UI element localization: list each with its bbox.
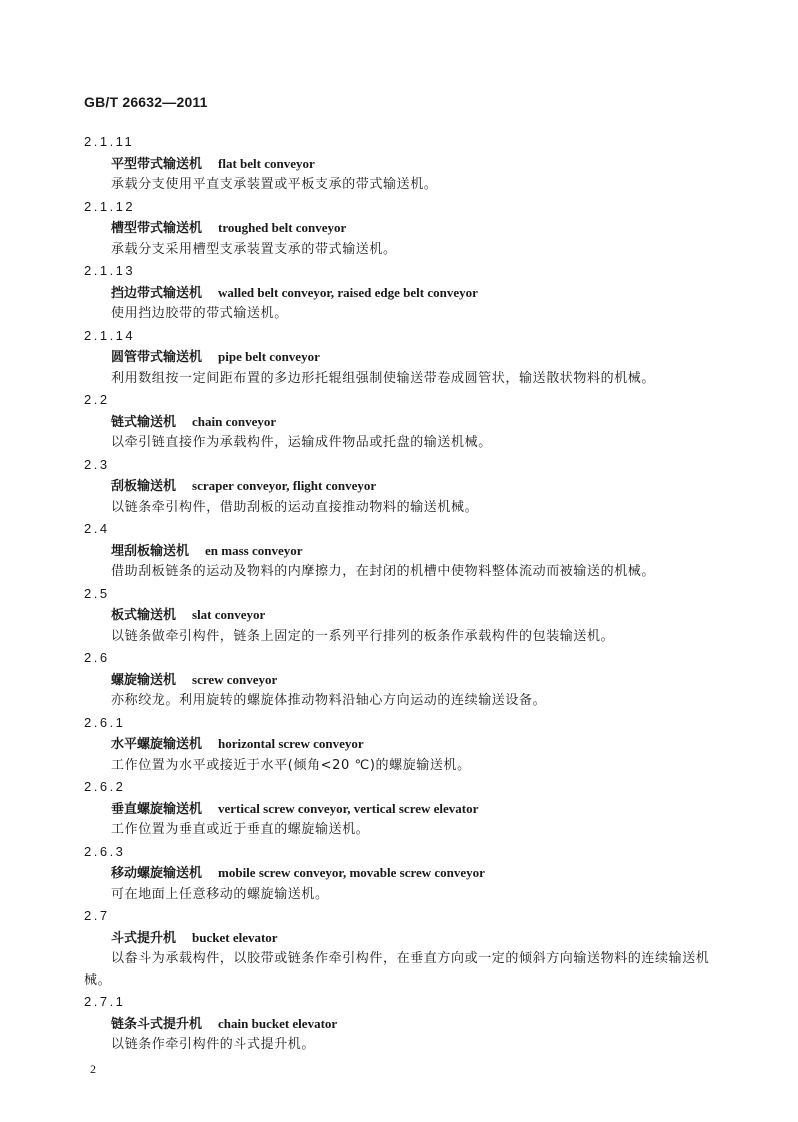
clause-number: 2.7.1 [84, 994, 126, 1009]
term-chinese: 螺旋输送机 [111, 672, 177, 688]
term-chinese: 板式输送机 [111, 608, 177, 623]
term-entries [84, 131, 714, 1056]
term-entry [84, 647, 714, 712]
term-english: horizontal screw conveyor [218, 736, 364, 751]
term-chinese: 埋刮板输送机 [111, 543, 190, 559]
term-line [84, 475, 714, 497]
term-line [84, 282, 714, 304]
term-definition: 借助刮板链条的运动及物料的内摩擦力，在封闭的机槽中使物料整体流动而被输送的机械。 [111, 564, 656, 579]
term-line [84, 862, 714, 884]
clause-number: 2.1.12 [84, 198, 136, 214]
term-definition: 承载分支使用平直支承装置或平板支承的带式输送机。 [111, 177, 438, 192]
term-english: walled belt conveyor, raised edge belt conveyor [218, 284, 478, 300]
clause-number: 2.1.14 [84, 327, 136, 343]
term-entry [84, 260, 714, 325]
clause-number: 2.6.2 [84, 779, 126, 794]
term-line [84, 669, 714, 691]
term-line [84, 346, 714, 368]
clause-number: 2.6.1 [84, 714, 126, 730]
term-entry [84, 518, 714, 583]
term-line [84, 153, 714, 175]
term-english: bucket elevator [192, 929, 278, 945]
clause-number: 2.1.11 [84, 134, 135, 149]
term-entry [84, 905, 714, 991]
term-definition: 承载分支采用槽型支承装置支承的带式输送机。 [111, 241, 397, 257]
term-chinese: 平型带式输送机 [111, 156, 203, 172]
term-entry [84, 776, 714, 841]
term-entry [84, 712, 714, 777]
term-entry [84, 991, 714, 1056]
term-definition: 可在地面上任意移动的螺旋输送机。 [111, 886, 329, 902]
term-definition: 以链条做牵引构件，链条上固定的一系列平行排列的板条作承载构件的包装输送机。 [111, 628, 615, 644]
term-definition: 利用数组按一定间距布置的多边形托辊组强制使输送带卷成圆管状，输送散状物料的机械。 [111, 370, 656, 386]
term-english: mobile screw conveyor, movable screw conveyor [218, 865, 485, 880]
term-line [84, 1013, 714, 1035]
term-definition: 以链条作牵引构件的斗式提升机。 [111, 1037, 316, 1052]
term-entry [84, 196, 714, 261]
term-english: en mass conveyor [205, 542, 303, 558]
term-definition: 以牵引链直接作为承载构件，运输成件物品或托盘的输送机械。 [111, 435, 492, 450]
clause-number: 2.3 [84, 456, 110, 472]
term-english: flat belt conveyor [218, 155, 315, 171]
standard-code-header: GB/T 26632—2011 [84, 94, 208, 110]
term-english: chain bucket elevator [218, 1015, 338, 1031]
term-chinese: 槽型带式输送机 [111, 221, 203, 236]
term-chinese: 挡边带式输送机 [111, 285, 203, 301]
term-chinese: 斗式提升机 [111, 930, 177, 946]
term-english: vertical screw conveyor, vertical screw elevator [218, 800, 479, 816]
term-chinese: 垂直螺旋输送机 [111, 801, 203, 817]
clause-number: 2.4 [84, 521, 110, 536]
term-entry [84, 583, 714, 648]
term-definition: 亦称绞龙。利用旋转的螺旋体推动物料沿轴心方向运动的连续输送设备。 [111, 693, 547, 708]
term-english: slat conveyor [192, 607, 266, 622]
term-entry [84, 454, 714, 519]
clause-number: 2.6.3 [84, 843, 126, 859]
term-definition: 以链条牵引构件，借助刮板的运动直接推动物料的输送机械。 [111, 499, 479, 515]
term-chinese: 链条斗式提升机 [111, 1016, 203, 1032]
term-english: scraper conveyor, flight conveyor [192, 478, 377, 493]
clause-number: 2.7 [84, 908, 110, 923]
term-definition: 以畚斗为承载构件，以胶带或链条作牵引构件，在垂直方向或一定的倾斜方向输送物料的连续输送机械。 [84, 951, 710, 988]
term-line [84, 217, 714, 239]
term-line [84, 927, 714, 949]
term-line [84, 411, 714, 433]
term-chinese: 刮板输送机 [111, 479, 177, 494]
term-line [84, 798, 714, 820]
clause-number: 2.1.13 [84, 263, 136, 278]
term-definition: 使用挡边胶带的带式输送机。 [111, 306, 288, 321]
term-entry [84, 389, 714, 454]
term-english: chain conveyor [192, 413, 277, 429]
term-chinese: 链式输送机 [111, 414, 177, 430]
term-line [84, 604, 714, 626]
term-chinese: 圆管带式输送机 [111, 350, 203, 365]
term-entry [84, 131, 714, 196]
term-english: troughed belt conveyor [218, 220, 347, 235]
term-entry [84, 841, 714, 906]
term-definition: 工作位置为水平或接近于水平(倾角<20 ℃)的螺旋输送机。 [111, 757, 471, 773]
clause-number: 2.6 [84, 650, 110, 665]
term-chinese: 移动螺旋输送机 [111, 866, 203, 881]
clause-number: 2.2 [84, 392, 110, 407]
term-entry [84, 325, 714, 390]
term-definition: 工作位置为垂直或近于垂直的螺旋输送机。 [111, 822, 370, 837]
term-line [84, 733, 714, 755]
term-english: screw conveyor [192, 671, 278, 687]
clause-number: 2.5 [84, 585, 110, 601]
term-line [84, 540, 714, 562]
page-number: 2 [90, 1062, 96, 1076]
term-english: pipe belt conveyor [218, 349, 320, 364]
term-chinese: 水平螺旋输送机 [111, 737, 203, 752]
